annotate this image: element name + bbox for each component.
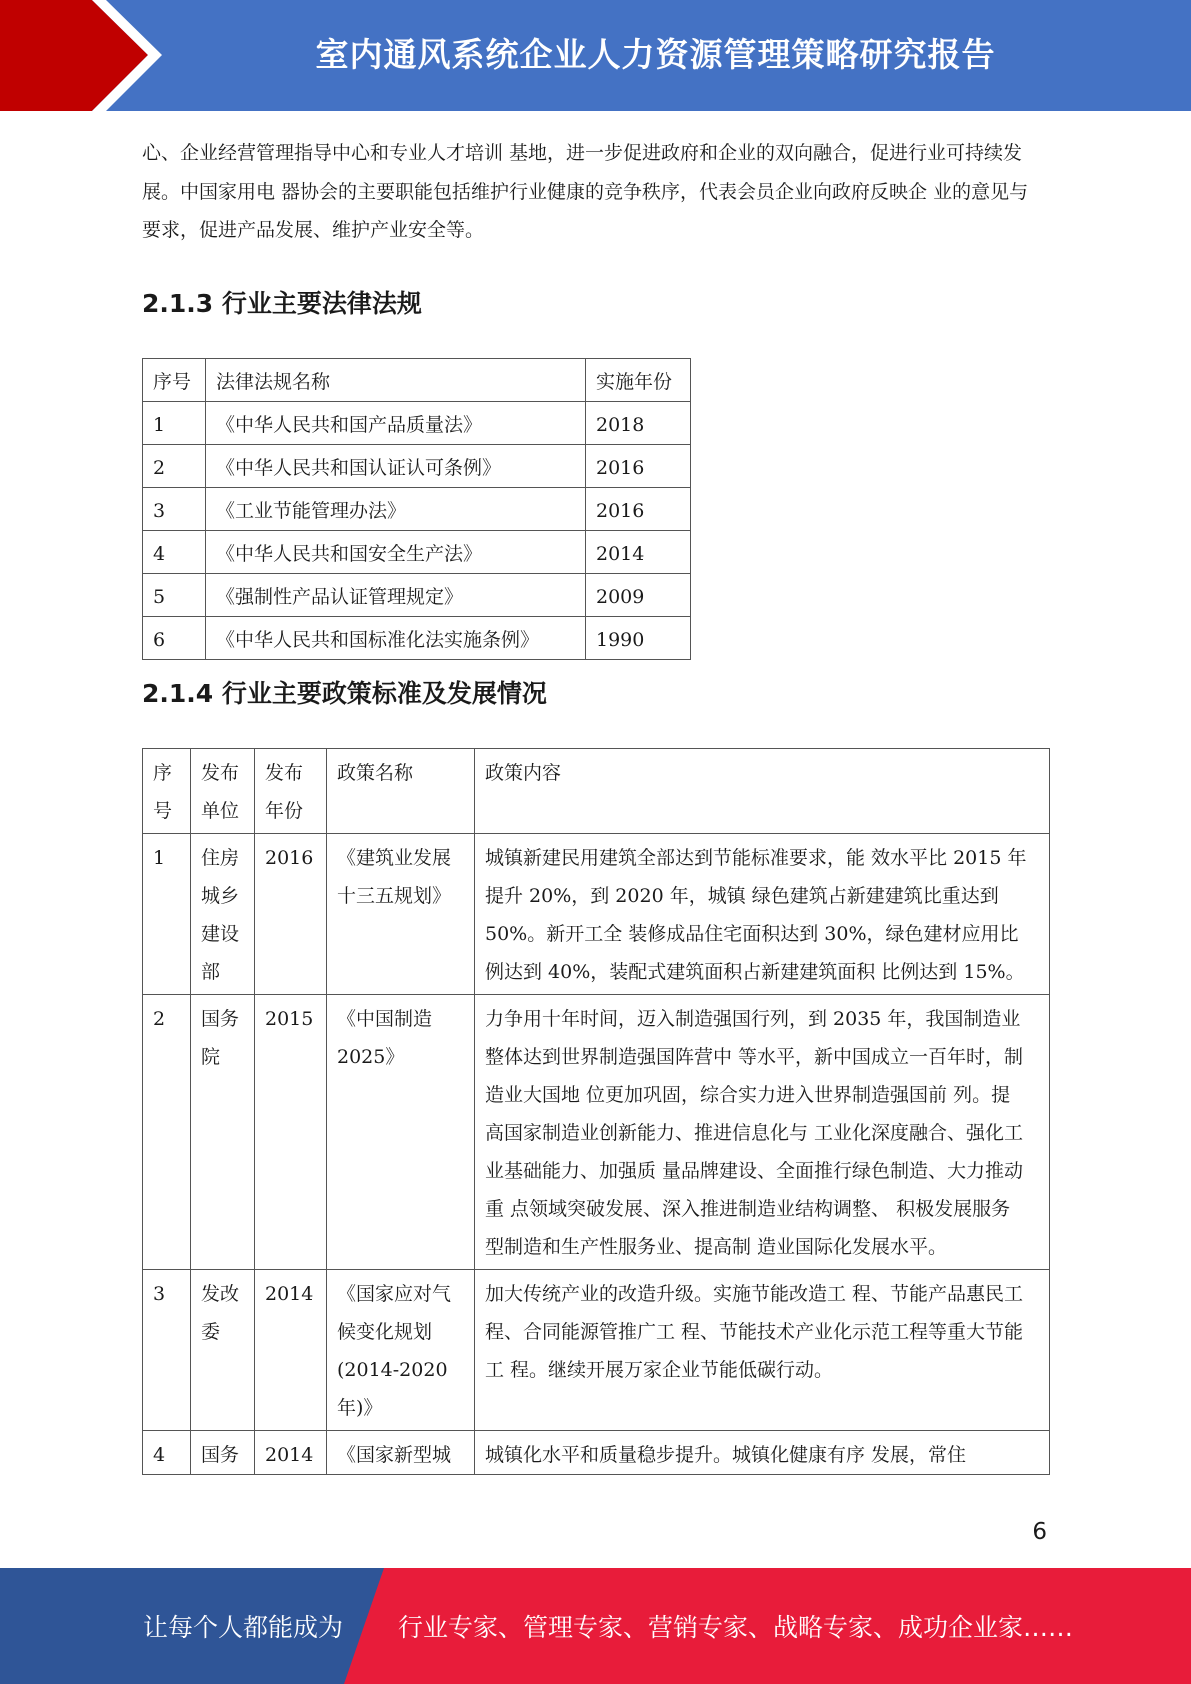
column-header: 政策名称 xyxy=(327,749,475,834)
column-header: 发布单位 xyxy=(191,749,255,834)
cell-policy-content: 城镇化水平和质量稳步提升。城镇化健康有序 发展，常住 xyxy=(475,1431,1050,1475)
cell-year: 2016 xyxy=(586,445,691,488)
table-row xyxy=(143,574,691,617)
report-title: 室内通风系统企业人力资源管理策略研究报告 xyxy=(315,34,996,74)
cell-name: 《强制性产品认证管理规定》 xyxy=(206,574,586,617)
cell-no: 2 xyxy=(143,995,191,1270)
column-header: 发布年份 xyxy=(255,749,327,834)
footer-slogan-left: 让每个人都能成为 xyxy=(143,1613,344,1642)
cell-policy-name: 《中国制造 2025》 xyxy=(327,995,475,1270)
table-row xyxy=(143,531,691,574)
table-header-row xyxy=(143,749,1050,834)
cell-no: 1 xyxy=(143,834,191,995)
cell-year: 2016 xyxy=(586,488,691,531)
table-row xyxy=(143,834,1050,995)
cell-year: 1990 xyxy=(586,617,691,660)
policies-table xyxy=(142,748,1050,1475)
section-heading-policies: 2.1.4 行业主要政策标准及发展情况 xyxy=(142,679,547,708)
table-row xyxy=(143,445,691,488)
cell-publisher: 发改委 xyxy=(191,1270,255,1431)
page-footer xyxy=(0,1568,1191,1684)
cell-year: 2016 xyxy=(255,834,327,995)
cell-publisher: 国务院 xyxy=(191,995,255,1270)
column-header: 序号 xyxy=(143,749,191,834)
cell-no: 3 xyxy=(143,1270,191,1431)
cell-no: 4 xyxy=(143,531,206,574)
table-row xyxy=(143,1270,1050,1431)
cell-no: 3 xyxy=(143,488,206,531)
cell-no: 2 xyxy=(143,445,206,488)
cell-no: 5 xyxy=(143,574,206,617)
cell-policy-name: 《国家应对气候变化规划 (2014-2020 年)》 xyxy=(327,1270,475,1431)
cell-year: 2014 xyxy=(255,1431,327,1475)
table-row xyxy=(143,402,691,445)
cell-policy-content: 加大传统产业的改造升级。实施节能改造工 程、节能产品惠民工程、合同能源管推广工 程、节能技术产业化示范工程等重大节能工 程。继续开展万家企业节能低碳行动。 xyxy=(475,1270,1050,1431)
column-header: 实施年份 xyxy=(586,359,691,402)
column-header: 政策内容 xyxy=(475,749,1050,834)
cell-year: 2018 xyxy=(586,402,691,445)
cell-name: 《中华人民共和国认证认可条例》 xyxy=(206,445,586,488)
column-header: 序号 xyxy=(143,359,206,402)
cell-publisher: 国务 xyxy=(191,1431,255,1475)
table-row xyxy=(143,617,691,660)
table-row xyxy=(143,995,1050,1270)
column-header: 法律法规名称 xyxy=(206,359,586,402)
table-header-row xyxy=(143,359,691,402)
table-row xyxy=(143,488,691,531)
cell-name: 《工业节能管理办法》 xyxy=(206,488,586,531)
cell-year: 2014 xyxy=(255,1270,327,1431)
cell-name: 《中华人民共和国安全生产法》 xyxy=(206,531,586,574)
cell-name: 《中华人民共和国标准化法实施条例》 xyxy=(206,617,586,660)
table-row xyxy=(143,1431,1050,1475)
cell-policy-name: 《国家新型城 xyxy=(327,1431,475,1475)
cell-policy-content: 力争用十年时间，迈入制造强国行列，到 2035 年，我国制造业整体达到世界制造强国阵营中 等水平，新中国成立一百年时，制造业大国地 位更加巩固，综合实力进入世界制造强国前 列。提高国家制造业创新能力、推进信息化与 工业化深度融合、强化工业基础能力、加强质 量品牌建设、全面推行绿色制造、大力推动重 点领域突破发展、深入推进制造业结构调整、 积极发展服务型制造和生产性服务业、提高制 造业国际化发展水平。 xyxy=(475,995,1050,1270)
footer-slogan-right: 行业专家、管理专家、营销专家、战略专家、成功企业家…… xyxy=(398,1613,1074,1642)
cell-publisher: 住房城乡建设部 xyxy=(191,834,255,995)
page-number: 6 xyxy=(1032,1519,1047,1545)
page-header xyxy=(0,0,1191,111)
cell-no: 1 xyxy=(143,402,206,445)
cell-year: 2009 xyxy=(586,574,691,617)
cell-year: 2014 xyxy=(586,531,691,574)
cell-year: 2015 xyxy=(255,995,327,1270)
section-heading-laws: 2.1.3 行业主要法律法规 xyxy=(142,289,422,318)
cell-policy-content: 城镇新建民用建筑全部达到节能标准要求，能 效水平比 2015 年提升 20%，到 2020 年，城镇 绿色建筑占新建建筑比重达到 50%。新开工全 装修成品住宅面积达到 30%，绿色建材应用比 例达到 40%，装配式建筑面积占新建建筑面积 比例达到 15%。 xyxy=(475,834,1050,995)
laws-table xyxy=(142,358,691,660)
intro-paragraph: 心、企业经营管理指导中心和专业人才培训 基地，进一步促进政府和企业的双向融合，促进行业可持续发展。中国家用电 器协会的主要职能包括维护行业健康的竞争秩序，代表会员企业向政府反映企 业的意见与要求，促进产品发展、维护产业安全等。 xyxy=(142,142,1029,241)
cell-no: 6 xyxy=(143,617,206,660)
cell-name: 《中华人民共和国产品质量法》 xyxy=(206,402,586,445)
cell-no: 4 xyxy=(143,1431,191,1475)
cell-policy-name: 《建筑业发展十三五规划》 xyxy=(327,834,475,995)
